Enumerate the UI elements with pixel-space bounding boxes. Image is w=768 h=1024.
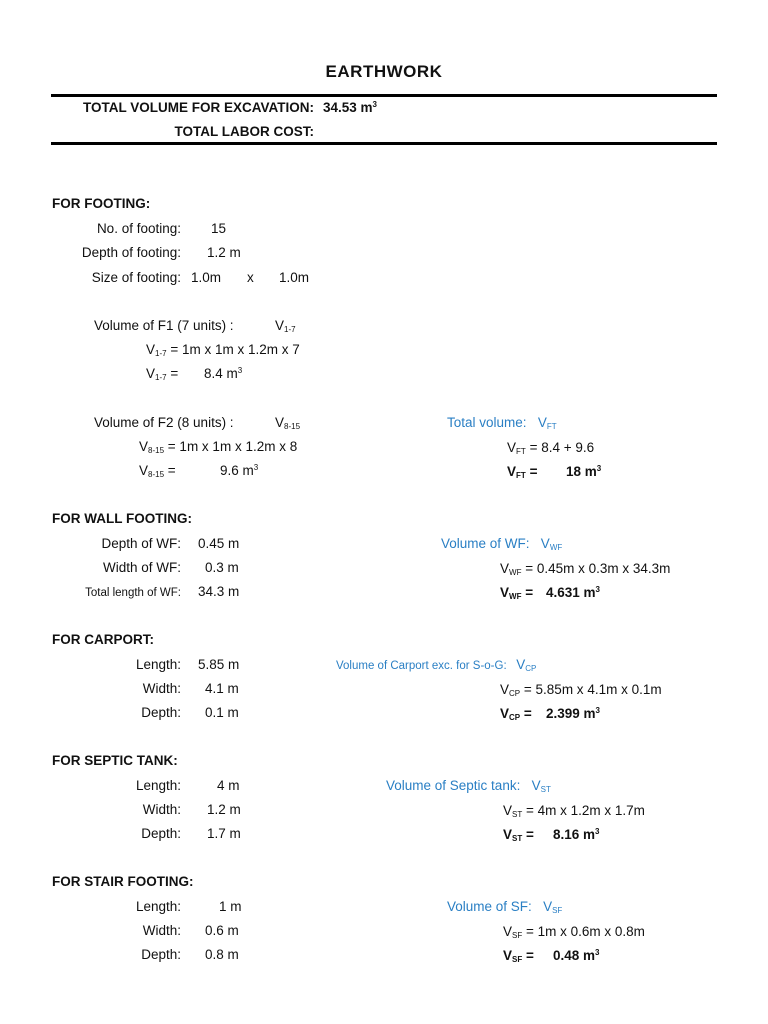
cp-depth-value: 0.1 m [205, 705, 239, 720]
wf-volume-result-line: $V_{WF}$ = [500, 585, 534, 601]
st-width-label: Width: [142, 802, 181, 817]
sf-depth-value: 0.8 m [205, 947, 239, 962]
footing-size-x: x [247, 270, 254, 285]
footing-header: FOR FOOTING: [52, 196, 151, 211]
cp-length-label: Length: [135, 657, 181, 672]
sf-width-value: 0.6 m [205, 923, 239, 938]
cp-width-value: 4.1 m [205, 681, 239, 696]
st-width-value: 1.2 m [207, 802, 241, 817]
total-volume-result-line: $V_{FT}$ = [507, 464, 538, 480]
wf-volume-equation: $V_{WF} = 0.45m$ x 0.3m x 34.3m [500, 561, 671, 577]
total-volume-result: 18 $m^3$ [566, 464, 602, 479]
wf-length-label: Total length of WF: [85, 587, 181, 599]
wf-volume-label: Volume of WF: $V_{WF}$ [441, 536, 563, 552]
excavation-value: 34.53 $m^3$ [323, 100, 377, 115]
st-volume-equation: $V_{ST} = 4m$ x 1.2m x 1.7m [503, 803, 645, 819]
page-title: EARTHWORK [325, 62, 443, 81]
cp-volume-result: 2.399 $m^3$ [546, 706, 600, 721]
cp-depth-label: Depth: [141, 705, 181, 720]
f1-label: Volume of F1 (7 units) : [94, 318, 234, 333]
wall-footing-header: FOR WALL FOOTING: [52, 511, 192, 526]
cp-volume-label: Volume of Carport exc. for S-o-G: $V_{CP}$ [336, 657, 537, 673]
sf-volume-result: 0.48 $m^3$ [553, 948, 600, 963]
septic-header: FOR SEPTIC TANK: [52, 753, 178, 768]
wf-volume-result: 4.631 $m^3$ [546, 585, 600, 600]
sf-volume-label: Volume of SF: $V_{SF}$ [447, 899, 563, 915]
st-length-label: Length: [135, 778, 181, 793]
total-volume-label: Total volume: $V_{FT}$ [447, 415, 557, 431]
wf-length-value: 34.3 m [198, 584, 240, 599]
total-volume-equation: $V_{FT} = 8.4 + 9.6$ [507, 440, 595, 456]
f2-result-line: $V_{8-15}$ = [139, 463, 176, 479]
wf-width-value: 0.3 m [205, 560, 239, 575]
f1-equation: $V_{1-7} = 1m$ x 1m x 1.2m x 7 [146, 342, 300, 358]
st-length-value: 4 m [217, 778, 240, 793]
cp-width-label: Width: [142, 681, 181, 696]
labor-cost-label: TOTAL LABOR COST: [174, 124, 314, 139]
wf-width-label: Width of WF: [102, 560, 181, 575]
footing-depth-value: 1.2 m [207, 245, 241, 260]
sf-volume-result-line: $V_{SF}$ = [503, 948, 534, 964]
sf-width-label: Width: [142, 923, 181, 938]
st-depth-label: Depth: [141, 826, 181, 841]
st-volume-result: 8.16 $m^3$ [553, 827, 600, 842]
f1-result: 8.4 $m^3$ [204, 366, 243, 381]
stair-header: FOR STAIR FOOTING: [52, 874, 194, 889]
carport-header: FOR CARPORT: [52, 632, 154, 647]
wf-depth-value: 0.45 m [198, 536, 240, 551]
footing-depth-label: Depth of footing: [81, 245, 181, 260]
f2-result: 9.6 $m^3$ [220, 463, 259, 478]
sf-depth-label: Depth: [141, 947, 181, 962]
sf-volume-equation: $V_{SF} = 1m$ x 0.6m x 0.8m [503, 924, 645, 940]
footing-no-value: 15 [211, 221, 227, 236]
f1-symbol: $V_{1-7}$ [275, 318, 296, 334]
sf-length-value: 1 m [219, 899, 242, 914]
f2-symbol: $V_{8-15}$ [275, 415, 301, 431]
cp-length-value: 5.85 m [198, 657, 240, 672]
f2-equation: $V_{8-15} = 1m$ x 1m x 1.2m x 8 [139, 439, 298, 455]
excavation-label: TOTAL VOLUME FOR EXCAVATION: [83, 100, 314, 115]
st-volume-label: Volume of Septic tank: $V_{ST}$ [386, 778, 551, 794]
top-rule [51, 94, 717, 97]
cp-volume-equation: $V_{CP} = 5.85m$ x 4.1m x 0.1m [500, 682, 662, 698]
cp-volume-result-line: $V_{CP}$ = [500, 706, 532, 722]
sf-length-label: Length: [135, 899, 181, 914]
st-depth-value: 1.7 m [207, 826, 241, 841]
footing-size-a: 1.0m [191, 270, 222, 285]
bottom-rule [51, 142, 717, 145]
footing-no-label: No. of footing: [96, 221, 181, 236]
f2-label: Volume of F2 (8 units) : [94, 415, 234, 430]
wf-depth-label: Depth of WF: [101, 536, 181, 551]
footing-size-label: Size of footing: [91, 270, 181, 285]
f1-result-line: $V_{1-7}$ = [146, 366, 179, 382]
st-volume-result-line: $V_{ST}$ = [503, 827, 534, 843]
footing-size-b: 1.0m [279, 270, 310, 285]
